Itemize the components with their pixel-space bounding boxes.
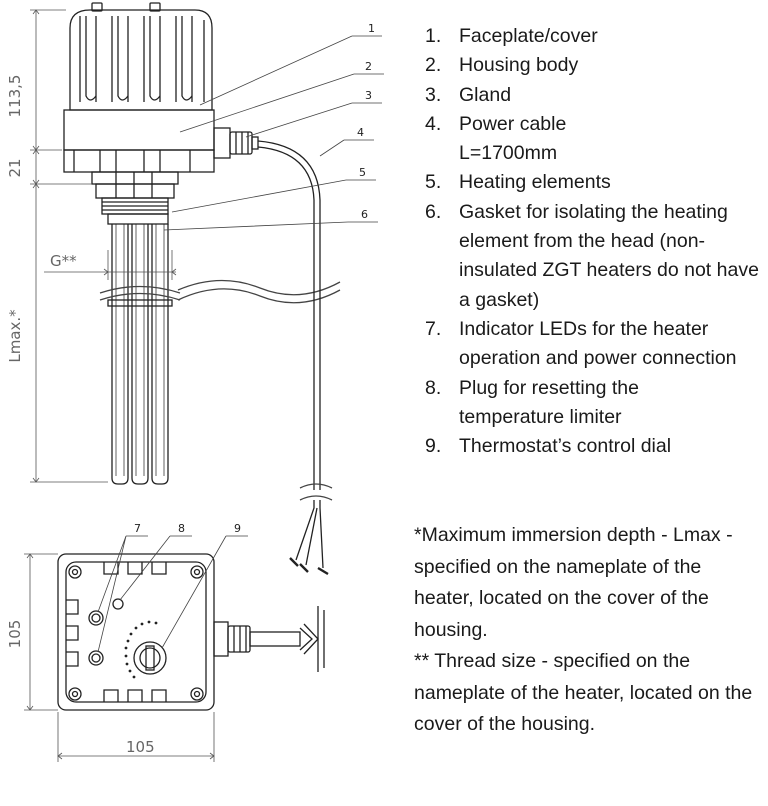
dimension-lines bbox=[24, 10, 214, 762]
note-thread: ** Thread size - specified on the nameplate of the heater, located on the cover of the housing. bbox=[414, 650, 753, 735]
callout-leaders bbox=[98, 36, 384, 652]
legend-item-9: 9. Thermostat’s control dial bbox=[425, 435, 672, 458]
legend-item-3: 3. Gland bbox=[425, 83, 512, 106]
power-cable bbox=[258, 141, 332, 574]
dim-top-view-width: 105 bbox=[126, 738, 155, 756]
callout-7: 7 bbox=[134, 522, 141, 535]
housing-side-view bbox=[64, 3, 258, 224]
callout-3: 3 bbox=[365, 89, 372, 102]
callout-1: 1 bbox=[368, 22, 375, 35]
legend-item-4: 4. Power cable L=1700mm bbox=[425, 112, 567, 165]
callout-5: 5 bbox=[359, 166, 366, 179]
legend-item-2: 2. Housing body bbox=[425, 54, 579, 77]
housing-top-view bbox=[58, 554, 324, 710]
legend-item-5: 5. Heating elements bbox=[425, 171, 611, 194]
callout-6: 6 bbox=[361, 208, 368, 221]
legend-item-7: 7. Indicator LEDs for the heater operation and power connection bbox=[425, 317, 737, 370]
dim-top-view-height: 105 bbox=[6, 619, 24, 649]
parts-legend bbox=[425, 22, 763, 461]
legend-item-6: 6. Gasket for isolating the heating element from the head (non-insulated ZGT heaters do not have a gasket) bbox=[425, 200, 759, 311]
footnotes bbox=[414, 520, 764, 741]
dim-housing-height: 113,5 bbox=[6, 74, 24, 118]
legend-item-1: 1. Faceplate/cover bbox=[425, 25, 598, 47]
callout-2: 2 bbox=[365, 60, 372, 73]
dim-nut-height: 21 bbox=[6, 158, 24, 178]
callout-8: 8 bbox=[178, 522, 185, 535]
heating-elements bbox=[108, 224, 172, 484]
dim-thread: G** bbox=[50, 252, 77, 270]
callout-9: 9 bbox=[234, 522, 241, 535]
legend-item-8: 8. Plug for resetting the temperature limiter bbox=[425, 376, 639, 428]
note-lmax: *Maximum immersion depth - Lmax - specified on the nameplate of the heater, located on the cover of the housing. bbox=[414, 524, 733, 641]
dim-immersion: Lmax.* bbox=[6, 309, 24, 363]
callout-4: 4 bbox=[357, 126, 364, 139]
